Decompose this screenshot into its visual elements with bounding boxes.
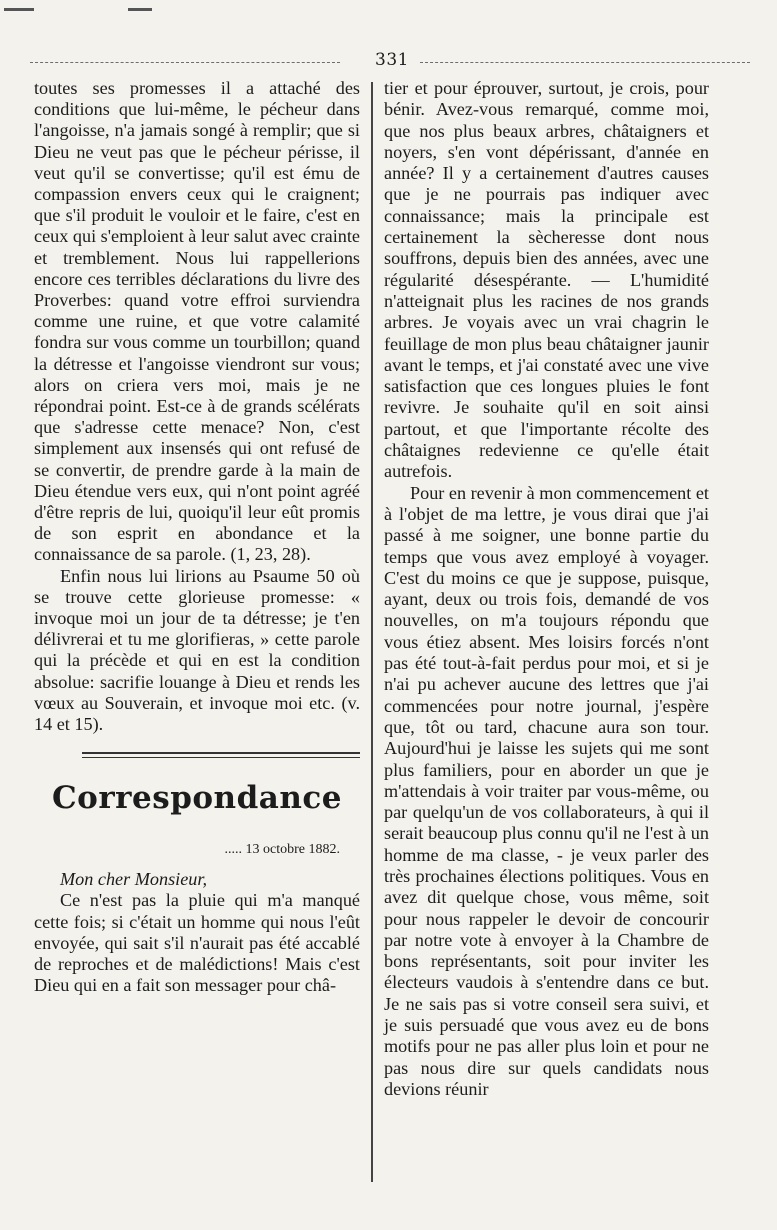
section-title: Correspondance [52,780,342,817]
column-divider [371,82,373,1182]
left-column [34,78,360,996]
letter-dateline: ..... 13 octobre 1882. [224,842,340,858]
print-speck [4,8,34,11]
paragraph-continued: toutes ses promesses il a attaché des conditions que lui-même, le pécheur dans l'angoisse, n'a jamais songé à remplir; que si Dieu ne veut pas que le pécheur périsse, il veut qu'il se convertisse; qu'il est ému de compassion envers ceux qui le craignent; que s'il produit le vouloir et le faire, c'est en ceux qui s'emploient à leur salut avec crainte et tremblement. Nous lui rappellerions encore ces terribles déclarations du livre des Proverbes: quand votre effroi surviendra comme une ruine, et que votre calamité fondra sur vous comme un tourbillon; quand la détresse et l'angoisse viendront sur vous; alors on criera vers moi, mais je ne répondrai point. Est-ce à de grands scélérats que s'adresse cette menace? Non, c'est simplement aux insensés qui ont refusé de se convertir, de prendre garde à la main de Dieu étendue vers eux, qui n'ont point agréé d'être repris de lui, quoiqu'il leur eût promis de son esprit en abondance et la connaissance de sa parole. (1, 23, 28). [34,78,360,565]
right-column [384,78,709,1100]
letter-paragraph-continued: tier et pour éprouver, surtout, je crois, pour bénir. Avez-vous remarqué, comme moi, que nos plus beaux arbres, châtaigners et noyers, s'en vont dépérissant, d'année en année? Il y a certainement d'autres causes que je ne pourrais pas indiquer avec connaissance; mais la principale est certainement la sècheresse dont nous souffrons, depuis bien des années, avec une régularité désespérante. — L'humidité n'atteignait plus les racines de nos grands arbres. Je voyais avec un vrai chagrin le feuillage de mon plus beau châtaigner jaunir avant le temps, et j'ai constaté avec une vive satisfaction que ces longues pluies le font revivre. Je souhaite qu'il en soit ainsi partout, et que l'importante récolte des châtaignes redevienne ce qu'elle était autrefois. [384,78,709,482]
section-separator [34,752,360,760]
letter-paragraph: Pour en revenir à mon commencement et à l'objet de ma lettre, je vous dirai que j'ai passé à me soigner, une bonne partie du temps que vous avez employé à voyager. C'est du moins ce que je suppose, puisque, ayant, deux ou trois fois, demandé de vos nouvelles, on m'a toujours répondu que vous étiez absent. Mes loisirs forcés n'ont pas été tout-à-fait perdus pour moi, et si je n'ai pu achever aucune des lettres que j'ai commencées pour notre journal, j'espère que, tôt ou tard, chacune aura son tour. Aujourd'hui je laisse les sujets qui me sont plus familiers, pour en aborder un que je m'attendais à voir traiter par vous-même, ou par quelqu'un de vos collaborateurs, à qui il serait beaucoup plus connu qu'il ne l'est à un homme de ma classe, - je veux parler des très prochaines élections politiques. Vous en avez dit quelque chose, vous même, soit pour nous rappeler le devoir de concourir par notre vote à envoyer à la Chambre de bons représentants, soit pour inviter les électeurs vaudois à s'entendre dans ce but. Je ne sais pas si votre conseil sera suivi, et je suis persuadé que vous avez eu de bons motifs pour ne pas aller plus loin et pour ne pas nous dire sur quels candidats nous devions réunir [384,482,709,1099]
print-speck [128,8,152,11]
page-number: 331 [375,50,409,70]
header-rule-right [420,62,750,63]
page-header [30,48,750,74]
letter-paragraph: Ce n'est pas la pluie qui m'a manqué cette fois; si c'était un homme qui nous l'eût envoyée, qui sait s'il n'aurait pas été accablé de reproches et de malédictions! Mais c'est Dieu qui en a fait son messager pour châ- [34,890,360,996]
letter-body [34,890,360,996]
paragraph-psalm: Enfin nous lui lirions au Psaume 50 où se trouve cette glorieuse promesse: « invoque moi un jour de ta détresse; je t'en délivrerai et tu me glorifieras, » cette parole qui la précède et qui en est la condition absolue: sacrifie louange à Dieu et rends les vœux au Souverain, et invoque moi etc. (v. 14 et 15). [34,565,360,735]
letter-salutation: Mon cher Monsieur, [60,869,207,890]
header-rule-left [30,62,340,63]
